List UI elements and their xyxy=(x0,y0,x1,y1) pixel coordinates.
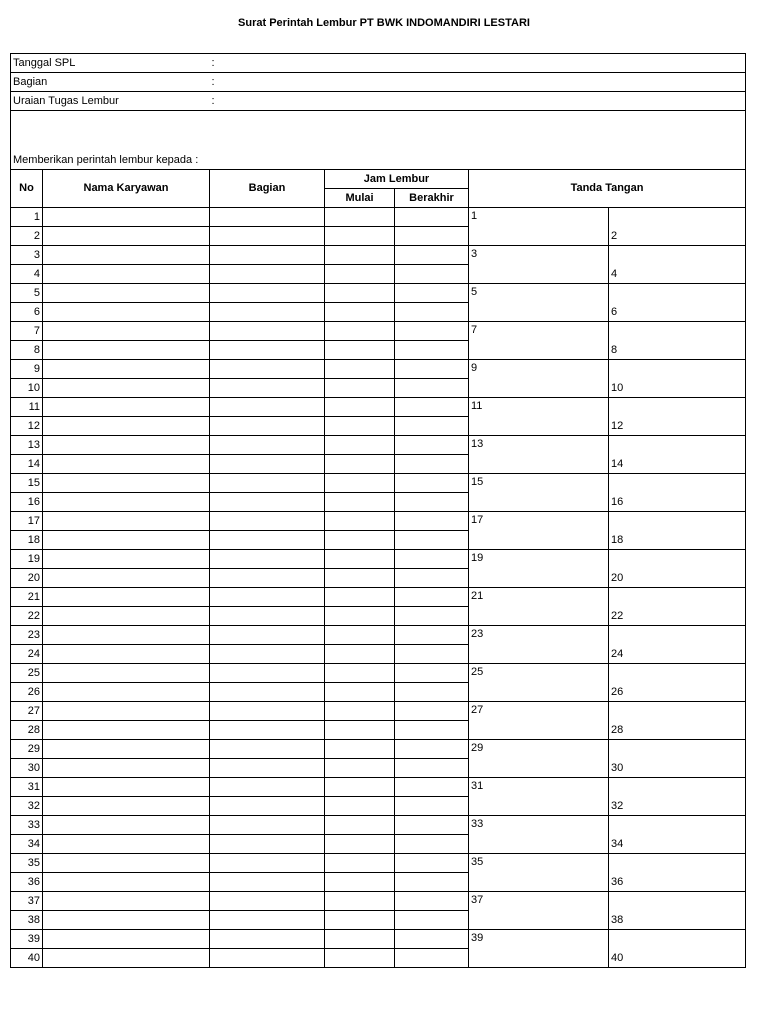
mulai-cell[interactable] xyxy=(325,417,395,436)
row-number: 29 xyxy=(11,740,43,759)
nama-karyawan-cell[interactable] xyxy=(43,607,210,626)
bagian-cell[interactable] xyxy=(210,322,325,341)
berakhir-cell[interactable] xyxy=(395,512,469,531)
table-row xyxy=(11,322,746,341)
table-row xyxy=(11,474,746,493)
bagian-cell[interactable] xyxy=(210,379,325,398)
nama-karyawan-cell[interactable] xyxy=(43,854,210,873)
employee-rows xyxy=(11,208,746,968)
row-number: 4 xyxy=(11,265,43,284)
signature-cell-right[interactable]: 18 xyxy=(609,512,746,550)
signature-cell-right[interactable]: 14 xyxy=(609,436,746,474)
nama-karyawan-cell[interactable] xyxy=(43,550,210,569)
table-row xyxy=(11,550,746,569)
mulai-cell[interactable] xyxy=(325,493,395,512)
table-row xyxy=(11,930,746,949)
berakhir-cell[interactable] xyxy=(395,550,469,569)
nama-karyawan-cell[interactable] xyxy=(43,740,210,759)
signature-cell-right[interactable]: 16 xyxy=(609,474,746,512)
header-mulai: Mulai xyxy=(325,189,395,208)
signature-cell-left[interactable]: 21 xyxy=(469,588,609,626)
berakhir-cell[interactable] xyxy=(395,379,469,398)
mulai-cell[interactable] xyxy=(325,436,395,455)
signature-cell-left[interactable]: 3 xyxy=(469,246,609,284)
row-number: 32 xyxy=(11,797,43,816)
bagian-cell[interactable] xyxy=(210,493,325,512)
mulai-cell[interactable] xyxy=(325,341,395,360)
mulai-cell[interactable] xyxy=(325,208,395,227)
row-number: 33 xyxy=(11,816,43,835)
signature-cell-right[interactable]: 36 xyxy=(609,854,746,892)
mulai-cell[interactable] xyxy=(325,949,395,968)
berakhir-cell[interactable] xyxy=(395,246,469,265)
table-row xyxy=(11,702,746,721)
bagian-cell[interactable] xyxy=(210,208,325,227)
signature-cell-right[interactable]: 8 xyxy=(609,322,746,360)
mulai-cell[interactable] xyxy=(325,512,395,531)
nama-karyawan-cell[interactable] xyxy=(43,721,210,740)
berakhir-cell[interactable] xyxy=(395,683,469,702)
berakhir-cell[interactable] xyxy=(395,607,469,626)
signature-cell-right[interactable]: 28 xyxy=(609,702,746,740)
header-no: No xyxy=(11,170,43,208)
nama-karyawan-cell[interactable] xyxy=(43,949,210,968)
mulai-cell[interactable] xyxy=(325,930,395,949)
bagian-cell[interactable] xyxy=(210,550,325,569)
signature-cell-left[interactable]: 35 xyxy=(469,854,609,892)
row-number: 27 xyxy=(11,702,43,721)
berakhir-cell[interactable] xyxy=(395,284,469,303)
nama-karyawan-cell[interactable] xyxy=(43,398,210,417)
bagian-cell[interactable] xyxy=(210,949,325,968)
bagian-cell[interactable] xyxy=(210,341,325,360)
overtime-form xyxy=(10,53,745,968)
bagian-cell[interactable] xyxy=(210,455,325,474)
berakhir-cell[interactable] xyxy=(395,474,469,493)
signature-cell-left[interactable]: 9 xyxy=(469,360,609,398)
bagian-cell[interactable] xyxy=(210,512,325,531)
berakhir-cell[interactable] xyxy=(395,322,469,341)
table-row xyxy=(11,512,746,531)
nama-karyawan-cell[interactable] xyxy=(43,569,210,588)
row-number: 19 xyxy=(11,550,43,569)
bagian-cell[interactable] xyxy=(210,474,325,493)
row-number: 17 xyxy=(11,512,43,531)
mulai-cell[interactable] xyxy=(325,740,395,759)
row-number: 2 xyxy=(11,227,43,246)
header-berakhir: Berakhir xyxy=(395,189,469,208)
mulai-cell[interactable] xyxy=(325,816,395,835)
berakhir-cell[interactable] xyxy=(395,949,469,968)
signature-cell-right[interactable]: 32 xyxy=(609,778,746,816)
row-number: 34 xyxy=(11,835,43,854)
row-number: 5 xyxy=(11,284,43,303)
row-number: 1 xyxy=(11,208,43,227)
signature-cell-left[interactable]: 11 xyxy=(469,398,609,436)
nama-karyawan-cell[interactable] xyxy=(43,474,210,493)
bagian-cell[interactable] xyxy=(210,436,325,455)
row-number: 36 xyxy=(11,873,43,892)
berakhir-cell[interactable] xyxy=(395,702,469,721)
nama-karyawan-cell[interactable] xyxy=(43,284,210,303)
berakhir-cell[interactable] xyxy=(395,360,469,379)
mulai-cell[interactable] xyxy=(325,797,395,816)
nama-karyawan-cell[interactable] xyxy=(43,683,210,702)
row-number: 7 xyxy=(11,322,43,341)
signature-cell-left[interactable]: 25 xyxy=(469,664,609,702)
signature-cell-right[interactable]: 38 xyxy=(609,892,746,930)
bagian-cell[interactable] xyxy=(210,816,325,835)
nama-karyawan-cell[interactable] xyxy=(43,930,210,949)
table-row xyxy=(11,398,746,417)
berakhir-cell[interactable] xyxy=(395,759,469,778)
intro-text: Memberikan perintah lembur kepada : xyxy=(11,111,746,170)
bagian-cell[interactable] xyxy=(210,626,325,645)
signature-cell-right[interactable]: 20 xyxy=(609,550,746,588)
table-row xyxy=(11,626,746,645)
mulai-cell[interactable] xyxy=(325,835,395,854)
bagian-cell[interactable] xyxy=(210,246,325,265)
bagian-cell[interactable] xyxy=(210,835,325,854)
uraian-tugas-field[interactable]: : xyxy=(210,92,746,111)
nama-karyawan-cell[interactable] xyxy=(43,417,210,436)
bagian-cell[interactable] xyxy=(210,740,325,759)
signature-cell-right[interactable]: 30 xyxy=(609,740,746,778)
mulai-cell[interactable] xyxy=(325,303,395,322)
bagian-cell[interactable] xyxy=(210,360,325,379)
signature-cell-left[interactable]: 39 xyxy=(469,930,609,968)
berakhir-cell[interactable] xyxy=(395,265,469,284)
berakhir-cell[interactable] xyxy=(395,626,469,645)
nama-karyawan-cell[interactable] xyxy=(43,759,210,778)
row-number: 16 xyxy=(11,493,43,512)
mulai-cell[interactable] xyxy=(325,721,395,740)
nama-karyawan-cell[interactable] xyxy=(43,379,210,398)
row-number: 28 xyxy=(11,721,43,740)
nama-karyawan-cell[interactable] xyxy=(43,816,210,835)
bagian-cell[interactable] xyxy=(210,778,325,797)
signature-cell-left[interactable]: 17 xyxy=(469,512,609,550)
row-number: 15 xyxy=(11,474,43,493)
nama-karyawan-cell[interactable] xyxy=(43,835,210,854)
nama-karyawan-cell[interactable] xyxy=(43,246,210,265)
mulai-cell[interactable] xyxy=(325,588,395,607)
bagian-cell[interactable] xyxy=(210,303,325,322)
uraian-tugas-label: Uraian Tugas Lembur xyxy=(11,92,210,111)
mulai-cell[interactable] xyxy=(325,531,395,550)
mulai-cell[interactable] xyxy=(325,379,395,398)
table-row xyxy=(11,360,746,379)
berakhir-cell[interactable] xyxy=(395,588,469,607)
nama-karyawan-cell[interactable] xyxy=(43,455,210,474)
bagian-field[interactable]: : xyxy=(210,73,746,92)
signature-cell-right[interactable]: 6 xyxy=(609,284,746,322)
row-number: 31 xyxy=(11,778,43,797)
nama-karyawan-cell[interactable] xyxy=(43,911,210,930)
row-number: 18 xyxy=(11,531,43,550)
nama-karyawan-cell[interactable] xyxy=(43,360,210,379)
nama-karyawan-cell[interactable] xyxy=(43,265,210,284)
berakhir-cell[interactable] xyxy=(395,816,469,835)
signature-cell-left[interactable]: 13 xyxy=(469,436,609,474)
row-number: 12 xyxy=(11,417,43,436)
row-number: 9 xyxy=(11,360,43,379)
bagian-cell[interactable] xyxy=(210,873,325,892)
mulai-cell[interactable] xyxy=(325,284,395,303)
berakhir-cell[interactable] xyxy=(395,873,469,892)
mulai-cell[interactable] xyxy=(325,873,395,892)
bagian-cell[interactable] xyxy=(210,588,325,607)
nama-karyawan-cell[interactable] xyxy=(43,493,210,512)
signature-cell-right[interactable]: 40 xyxy=(609,930,746,968)
berakhir-cell[interactable] xyxy=(395,778,469,797)
signature-cell-left[interactable]: 29 xyxy=(469,740,609,778)
table-row xyxy=(11,892,746,911)
row-number: 38 xyxy=(11,911,43,930)
berakhir-cell[interactable] xyxy=(395,227,469,246)
row-number: 20 xyxy=(11,569,43,588)
mulai-cell[interactable] xyxy=(325,664,395,683)
nama-karyawan-cell[interactable] xyxy=(43,664,210,683)
nama-karyawan-cell[interactable] xyxy=(43,303,210,322)
bagian-cell[interactable] xyxy=(210,797,325,816)
row-number: 35 xyxy=(11,854,43,873)
header-tanda-tangan: Tanda Tangan xyxy=(469,170,746,208)
header-bagian: Bagian xyxy=(210,170,325,208)
nama-karyawan-cell[interactable] xyxy=(43,227,210,246)
table-row xyxy=(11,854,746,873)
berakhir-cell[interactable] xyxy=(395,911,469,930)
bagian-cell[interactable] xyxy=(210,683,325,702)
row-number: 14 xyxy=(11,455,43,474)
mulai-cell[interactable] xyxy=(325,322,395,341)
nama-karyawan-cell[interactable] xyxy=(43,645,210,664)
berakhir-cell[interactable] xyxy=(395,835,469,854)
nama-karyawan-cell[interactable] xyxy=(43,208,210,227)
table-row xyxy=(11,208,746,227)
row-number: 22 xyxy=(11,607,43,626)
bagian-label: Bagian xyxy=(11,73,210,92)
nama-karyawan-cell[interactable] xyxy=(43,588,210,607)
signature-cell-right[interactable]: 12 xyxy=(609,398,746,436)
signature-cell-right[interactable]: 2 xyxy=(609,208,746,246)
mulai-cell[interactable] xyxy=(325,854,395,873)
berakhir-cell[interactable] xyxy=(395,493,469,512)
bagian-cell[interactable] xyxy=(210,569,325,588)
mulai-cell[interactable] xyxy=(325,702,395,721)
nama-karyawan-cell[interactable] xyxy=(43,436,210,455)
berakhir-cell[interactable] xyxy=(395,892,469,911)
berakhir-cell[interactable] xyxy=(395,721,469,740)
row-number: 3 xyxy=(11,246,43,265)
tanggal-spl-field[interactable]: : xyxy=(210,54,746,73)
signature-cell-right[interactable]: 10 xyxy=(609,360,746,398)
table-row xyxy=(11,778,746,797)
mulai-cell[interactable] xyxy=(325,398,395,417)
nama-karyawan-cell[interactable] xyxy=(43,322,210,341)
signature-cell-right[interactable]: 4 xyxy=(609,246,746,284)
bagian-cell[interactable] xyxy=(210,930,325,949)
berakhir-cell[interactable] xyxy=(395,531,469,550)
berakhir-cell[interactable] xyxy=(395,303,469,322)
mulai-cell[interactable] xyxy=(325,265,395,284)
mulai-cell[interactable] xyxy=(325,778,395,797)
nama-karyawan-cell[interactable] xyxy=(43,702,210,721)
mulai-cell[interactable] xyxy=(325,683,395,702)
bagian-cell[interactable] xyxy=(210,398,325,417)
mulai-cell[interactable] xyxy=(325,550,395,569)
row-number: 26 xyxy=(11,683,43,702)
nama-karyawan-cell[interactable] xyxy=(43,341,210,360)
row-number: 13 xyxy=(11,436,43,455)
bagian-cell[interactable] xyxy=(210,284,325,303)
berakhir-cell[interactable] xyxy=(395,569,469,588)
signature-cell-right[interactable]: 24 xyxy=(609,626,746,664)
signature-cell-left[interactable]: 5 xyxy=(469,284,609,322)
mulai-cell[interactable] xyxy=(325,607,395,626)
row-number: 40 xyxy=(11,949,43,968)
mulai-cell[interactable] xyxy=(325,360,395,379)
row-number: 6 xyxy=(11,303,43,322)
berakhir-cell[interactable] xyxy=(395,664,469,683)
row-number: 11 xyxy=(11,398,43,417)
nama-karyawan-cell[interactable] xyxy=(43,626,210,645)
table-row xyxy=(11,588,746,607)
berakhir-cell[interactable] xyxy=(395,341,469,360)
mulai-cell[interactable] xyxy=(325,892,395,911)
berakhir-cell[interactable] xyxy=(395,645,469,664)
nama-karyawan-cell[interactable] xyxy=(43,531,210,550)
nama-karyawan-cell[interactable] xyxy=(43,892,210,911)
nama-karyawan-cell[interactable] xyxy=(43,512,210,531)
berakhir-cell[interactable] xyxy=(395,417,469,436)
mulai-cell[interactable] xyxy=(325,246,395,265)
bagian-cell[interactable] xyxy=(210,417,325,436)
bagian-cell[interactable] xyxy=(210,854,325,873)
mulai-cell[interactable] xyxy=(325,227,395,246)
bagian-cell[interactable] xyxy=(210,702,325,721)
bagian-cell[interactable] xyxy=(210,265,325,284)
bagian-cell[interactable] xyxy=(210,664,325,683)
berakhir-cell[interactable] xyxy=(395,930,469,949)
mulai-cell[interactable] xyxy=(325,455,395,474)
header-jam-lembur: Jam Lembur xyxy=(325,170,469,189)
table-row xyxy=(11,816,746,835)
row-number: 10 xyxy=(11,379,43,398)
table-row xyxy=(11,740,746,759)
nama-karyawan-cell[interactable] xyxy=(43,873,210,892)
bagian-cell[interactable] xyxy=(210,759,325,778)
signature-cell-left[interactable]: 33 xyxy=(469,816,609,854)
signature-cell-left[interactable]: 7 xyxy=(469,322,609,360)
signature-cell-left[interactable]: 19 xyxy=(469,550,609,588)
signature-cell-left[interactable]: 1 xyxy=(469,208,609,246)
berakhir-cell[interactable] xyxy=(395,455,469,474)
berakhir-cell[interactable] xyxy=(395,436,469,455)
bagian-cell[interactable] xyxy=(210,645,325,664)
row-number: 24 xyxy=(11,645,43,664)
mulai-cell[interactable] xyxy=(325,626,395,645)
bagian-cell[interactable] xyxy=(210,892,325,911)
mulai-cell[interactable] xyxy=(325,645,395,664)
row-number: 39 xyxy=(11,930,43,949)
mulai-cell[interactable] xyxy=(325,569,395,588)
table-row xyxy=(11,246,746,265)
signature-cell-left[interactable]: 23 xyxy=(469,626,609,664)
table-row xyxy=(11,284,746,303)
signature-cell-right[interactable]: 34 xyxy=(609,816,746,854)
berakhir-cell[interactable] xyxy=(395,740,469,759)
row-number: 30 xyxy=(11,759,43,778)
nama-karyawan-cell[interactable] xyxy=(43,778,210,797)
mulai-cell[interactable] xyxy=(325,911,395,930)
header-nama-karyawan: Nama Karyawan xyxy=(43,170,210,208)
signature-cell-right[interactable]: 26 xyxy=(609,664,746,702)
mulai-cell[interactable] xyxy=(325,474,395,493)
row-number: 21 xyxy=(11,588,43,607)
berakhir-cell[interactable] xyxy=(395,398,469,417)
berakhir-cell[interactable] xyxy=(395,208,469,227)
nama-karyawan-cell[interactable] xyxy=(43,797,210,816)
bagian-cell[interactable] xyxy=(210,721,325,740)
signature-cell-right[interactable]: 22 xyxy=(609,588,746,626)
document-title: Surat Perintah Lembur PT BWK INDOMANDIRI LESTARI xyxy=(238,17,530,29)
signature-cell-left[interactable]: 15 xyxy=(469,474,609,512)
signature-cell-left[interactable]: 27 xyxy=(469,702,609,740)
table-row xyxy=(11,436,746,455)
row-number: 23 xyxy=(11,626,43,645)
row-number: 8 xyxy=(11,341,43,360)
signature-cell-left[interactable]: 31 xyxy=(469,778,609,816)
signature-cell-left[interactable]: 37 xyxy=(469,892,609,930)
berakhir-cell[interactable] xyxy=(395,854,469,873)
tanggal-spl-label: Tanggal SPL xyxy=(11,54,210,73)
bagian-cell[interactable] xyxy=(210,531,325,550)
row-number: 25 xyxy=(11,664,43,683)
mulai-cell[interactable] xyxy=(325,759,395,778)
bagian-cell[interactable] xyxy=(210,607,325,626)
row-number: 37 xyxy=(11,892,43,911)
bagian-cell[interactable] xyxy=(210,227,325,246)
bagian-cell[interactable] xyxy=(210,911,325,930)
table-row xyxy=(11,664,746,683)
berakhir-cell[interactable] xyxy=(395,797,469,816)
